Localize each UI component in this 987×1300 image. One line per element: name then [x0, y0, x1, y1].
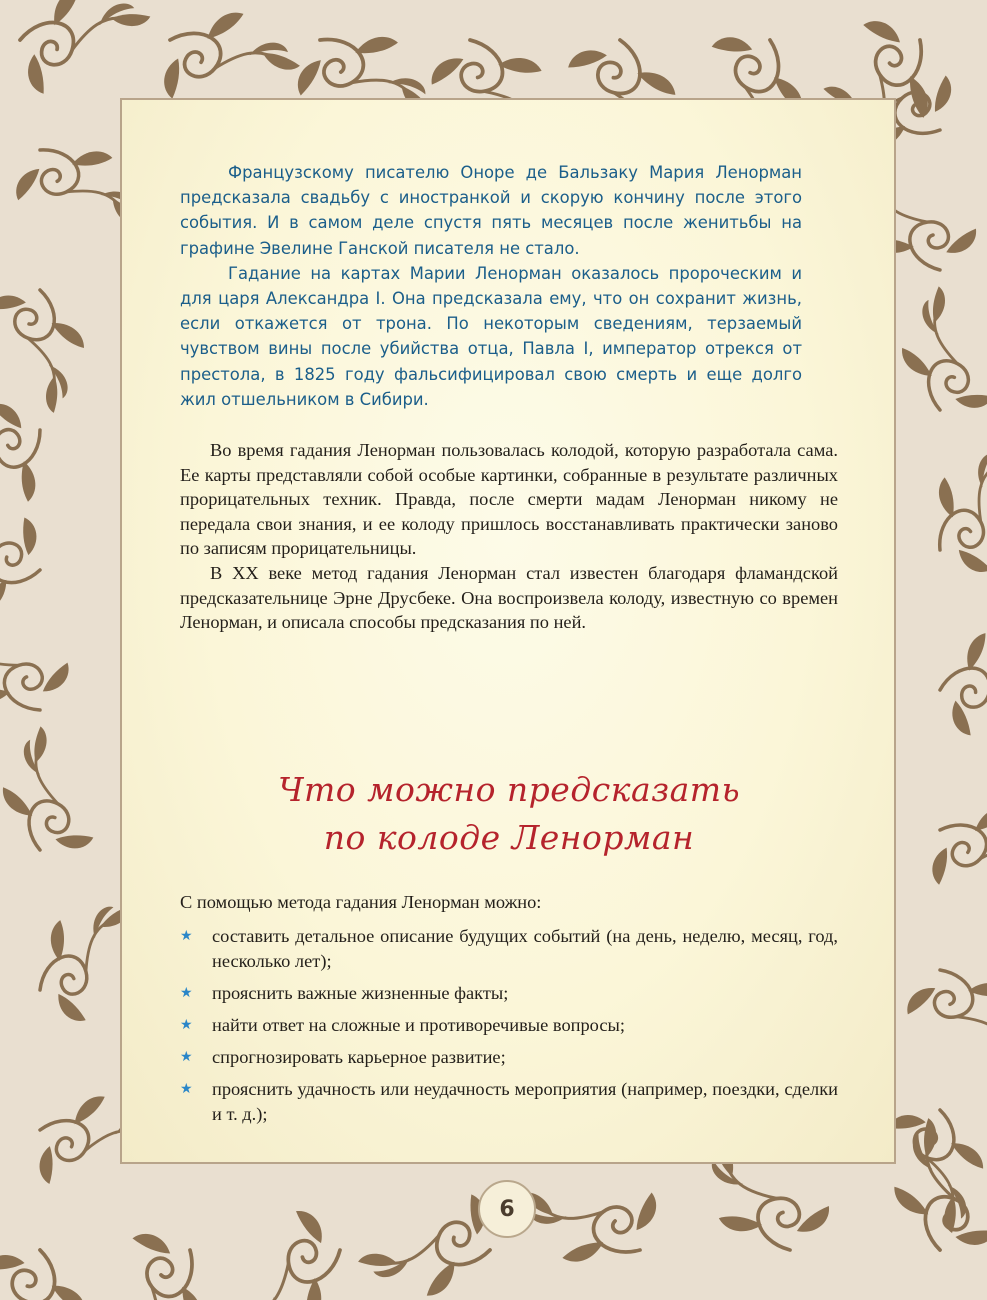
list-item	[180, 1045, 838, 1070]
section-heading-line-2: по колоде Ленорман	[323, 818, 695, 857]
historical-callout	[180, 160, 802, 412]
floral-swirl-icon	[917, 785, 987, 929]
star-icon: ★	[180, 984, 193, 1001]
floral-swirl-icon	[0, 1243, 93, 1300]
star-icon: ★	[180, 928, 193, 944]
body-text	[180, 438, 838, 635]
floral-swirl-icon	[897, 947, 987, 1100]
floral-swirl-icon	[355, 1180, 498, 1300]
list-item-text: найти ответ на сложные и противоречивые вопросы;	[212, 1014, 625, 1035]
page-number: 6	[499, 1196, 515, 1222]
floral-swirl-icon	[933, 624, 987, 738]
star-icon: ★	[180, 1016, 193, 1033]
floral-swirl-icon	[0, 501, 49, 620]
page-number-badge	[478, 1180, 536, 1238]
star-icon: ★	[180, 1048, 193, 1065]
callout-paragraph-balzac: Французскому писателю Оноре де Бальзаку Мария Ленорман предсказала свадьбу с иностранкой и скорую кончину после этого события. И в самом деле спустя пять месяцев после женитьбы на графине Эвелине Ганской писателя не стало.	[180, 163, 802, 258]
floral-swirl-icon	[906, 432, 987, 587]
body-paragraph-drusbeke: В XX веке метод гадания Ленорман стал известен благодаря фламандской предсказательнице Эрне Друсбеке. Она воспроизвела колоду, известную со времен Ленорман, и описала способы предсказания по ней.	[180, 562, 838, 633]
prediction-list	[180, 924, 838, 1134]
floral-swirl-icon	[69, 1218, 232, 1300]
floral-swirl-icon	[17, 0, 151, 99]
list-item-text: составить детальное описание будущих событий (на день, неделю, месяц, год, несколько лет);	[212, 926, 838, 971]
list-item	[180, 1077, 838, 1126]
list-item	[180, 1013, 838, 1038]
floral-swirl-icon	[891, 282, 987, 421]
section-intro: С помощью метода гадания Ленорман можно:	[180, 892, 542, 912]
section-heading-line-1: Что можно предсказать	[277, 770, 741, 809]
floral-swirl-icon	[201, 1201, 361, 1300]
list-item	[180, 924, 838, 973]
list-item-text: спрогнозировать карьерное развитие;	[212, 1046, 506, 1067]
floral-swirl-icon	[0, 582, 81, 737]
star-icon: ★	[180, 1080, 193, 1097]
callout-paragraph-alexander: Гадание на картах Марии Ленорман оказалось пророческим и для царя Александра I. Она предсказала ему, что он сохранит жизнь, если откажется от трона. По некоторым сведениям, терзаемый чувством вины после убийства отца, Павла I, император отрекся от престола, в 1825 году фальсифицировал свою смерть и еще долго жил отшельником в Сибири.	[180, 263, 802, 409]
list-item-text: прояснить важные жизненные факты;	[212, 982, 509, 1003]
floral-swirl-icon	[0, 721, 115, 861]
floral-swirl-icon	[0, 284, 90, 415]
floral-swirl-icon	[0, 391, 70, 543]
list-item	[180, 981, 838, 1006]
section-heading	[180, 766, 838, 862]
list-item-text: прояснить удачность или неудачность мероприятия (например, поездки, сделки и т. д.);	[212, 1078, 838, 1124]
body-paragraph-deck: Во время гадания Ленорман пользовалась колодой, которую разработала сама. Ее карты представляли собой особые картинки, собранные в результате различных прорицательных техник. Правда, после смерти мадам Ленорман никому не передала свои знания, и ее колоду пришлось восстанавливать практически заново по записям прорицательницы.	[180, 440, 838, 559]
